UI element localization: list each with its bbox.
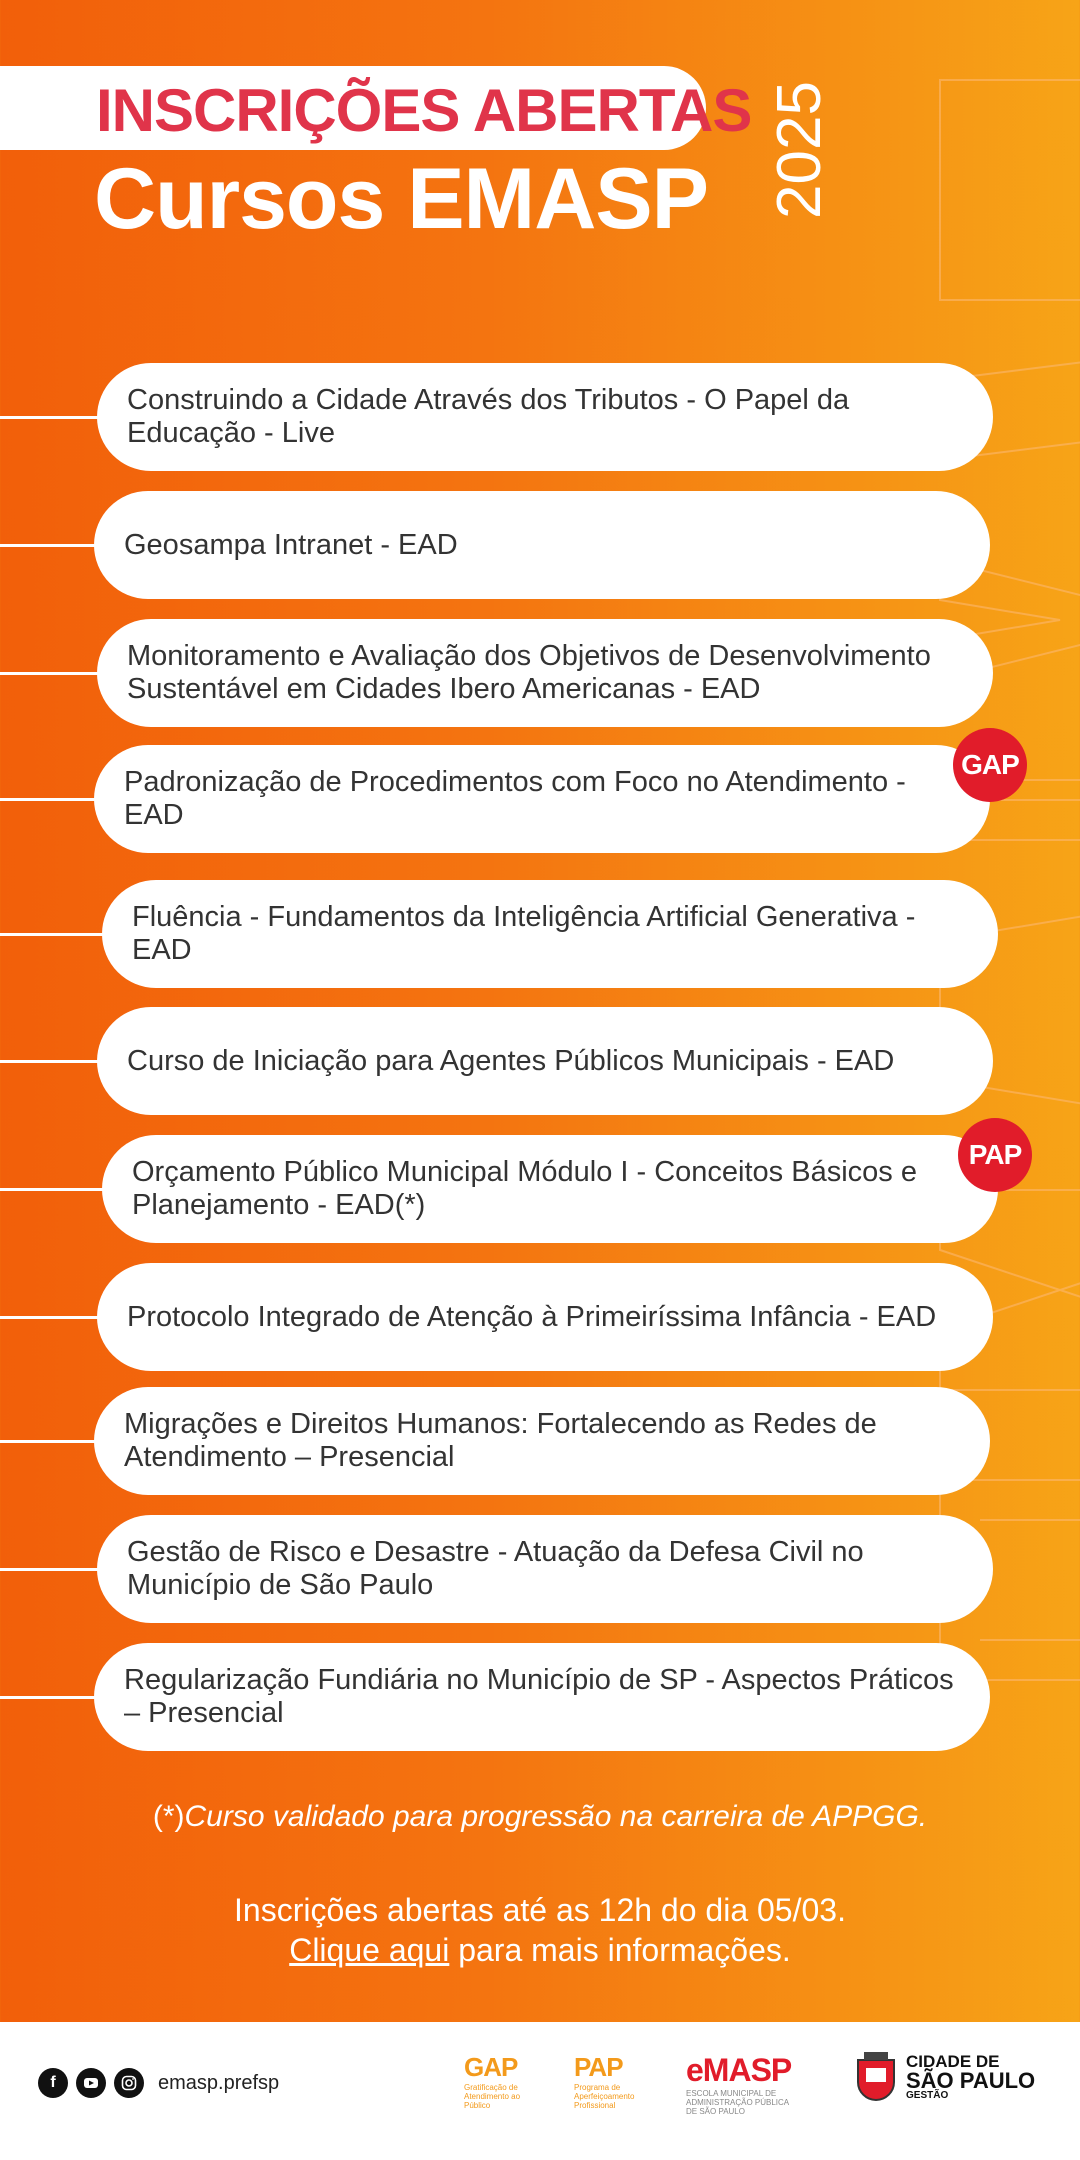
connector-line: [0, 798, 104, 801]
course-pill[interactable]: [97, 1515, 993, 1623]
youtube-icon[interactable]: [76, 2068, 106, 2098]
deadline-text: Inscrições abertas até as 12h do dia 05/03.: [234, 1892, 846, 1928]
course-title: Construindo a Cidade Através dos Tributos - O Papel da Educação - Live: [127, 384, 850, 449]
pap-badge: PAP: [958, 1118, 1032, 1192]
course-item: [0, 1135, 1000, 1245]
year-label-wrap: [720, 60, 920, 240]
course-pill[interactable]: [94, 491, 990, 599]
course-item: [0, 745, 1000, 855]
facebook-icon[interactable]: f: [38, 2068, 68, 2098]
social-handle: emasp.prefsp: [158, 2071, 280, 2094]
footnote-text: Curso validado para progressão na carreira de APPGG.: [184, 1800, 928, 1833]
course-item: [0, 363, 1000, 473]
course-pill[interactable]: [94, 1643, 990, 1751]
footnote: [0, 1800, 1080, 1834]
course-pill[interactable]: [102, 880, 998, 988]
course-title: Orçamento Público Municipal Módulo I - Conceitos Básicos e Planejamento - EAD(*): [132, 1156, 917, 1221]
course-pill[interactable]: [94, 1387, 990, 1495]
course-title: Curso de Iniciação para Agentes Públicos Municipais - EAD: [127, 1044, 895, 1077]
footnote-prefix: (*): [152, 1800, 185, 1833]
course-title: Padronização de Procedimentos com Foco no Atendimento - EAD: [124, 766, 906, 831]
footer: [0, 2022, 1080, 2160]
course-title: Monitoramento e Avaliação dos Objetivos de Desenvolvimento Sustentável em Cidades Ibero Americanas - EAD: [127, 640, 931, 705]
course-pill[interactable]: [97, 1263, 993, 1371]
course-item: [0, 1387, 1000, 1497]
emasp-logo: eMASP ESCOLA MUNICIPAL DE ADMINISTRAÇÃO PÚBLICA DE SÃO PAULO: [686, 2052, 792, 2116]
course-title: Regularização Fundiária no Município de SP - Aspectos Práticos – Presencial: [124, 1664, 954, 1729]
connector-line: [0, 933, 112, 936]
instagram-icon[interactable]: [114, 2068, 144, 2098]
gap-logo: GAP Gratificação de Atendimento ao Público: [464, 2052, 521, 2110]
course-item: [0, 1643, 1000, 1753]
deadline-info: [0, 1890, 1080, 1970]
course-pill[interactable]: [97, 619, 993, 727]
gap-badge: GAP: [953, 728, 1027, 802]
connector-line: [0, 1568, 107, 1571]
subtitle-pill: [0, 66, 752, 150]
course-title: Geosampa Intranet - EAD: [124, 528, 458, 561]
course-item: [0, 491, 1000, 601]
course-title: Protocolo Integrado de Atenção à Primeiríssima Infância - EAD: [127, 1300, 937, 1333]
connector-line: [0, 1696, 104, 1699]
course-item: [0, 1515, 1000, 1625]
connector-line: [0, 416, 107, 419]
social-links: [38, 2068, 279, 2098]
connector-line: [0, 672, 107, 675]
pap-logo: PAP Programa de Aperfeiçoamento Profissional: [574, 2052, 635, 2110]
course-item: [0, 1007, 1000, 1117]
course-pill[interactable]: [97, 363, 993, 471]
course-title: Gestão de Risco e Desastre - Atuação da Defesa Civil no Município de São Paulo: [127, 1536, 864, 1601]
city-crest-icon: [854, 2050, 898, 2104]
year-label: 2025: [765, 81, 834, 219]
connector-line: [0, 1188, 112, 1191]
course-title: Migrações e Direitos Humanos: Fortalecendo as Redes de Atendimento – Presencial: [124, 1408, 877, 1473]
course-item: [0, 619, 1000, 729]
course-pill[interactable]: [94, 745, 990, 853]
connector-line: [0, 1060, 107, 1063]
course-pill[interactable]: [102, 1135, 998, 1243]
page-title: Cursos EMASP: [94, 151, 709, 247]
more-info-rest: para mais informações.: [449, 1932, 791, 1968]
course-item: [0, 880, 1000, 990]
course-title: Fluência - Fundamentos da Inteligência Artificial Generativa - EAD: [132, 901, 916, 966]
course-item: [0, 1263, 1000, 1373]
connector-line: [0, 544, 104, 547]
sao-paulo-logo: CIDADE DE SÃO PAULO GESTÃO: [854, 2050, 1035, 2104]
subtitle-text: INSCRIÇÕES ABERTAS: [96, 77, 752, 144]
more-info-link[interactable]: Clique aqui: [289, 1932, 450, 1968]
connector-line: [0, 1316, 107, 1319]
connector-line: [0, 1440, 104, 1443]
course-pill[interactable]: [97, 1007, 993, 1115]
